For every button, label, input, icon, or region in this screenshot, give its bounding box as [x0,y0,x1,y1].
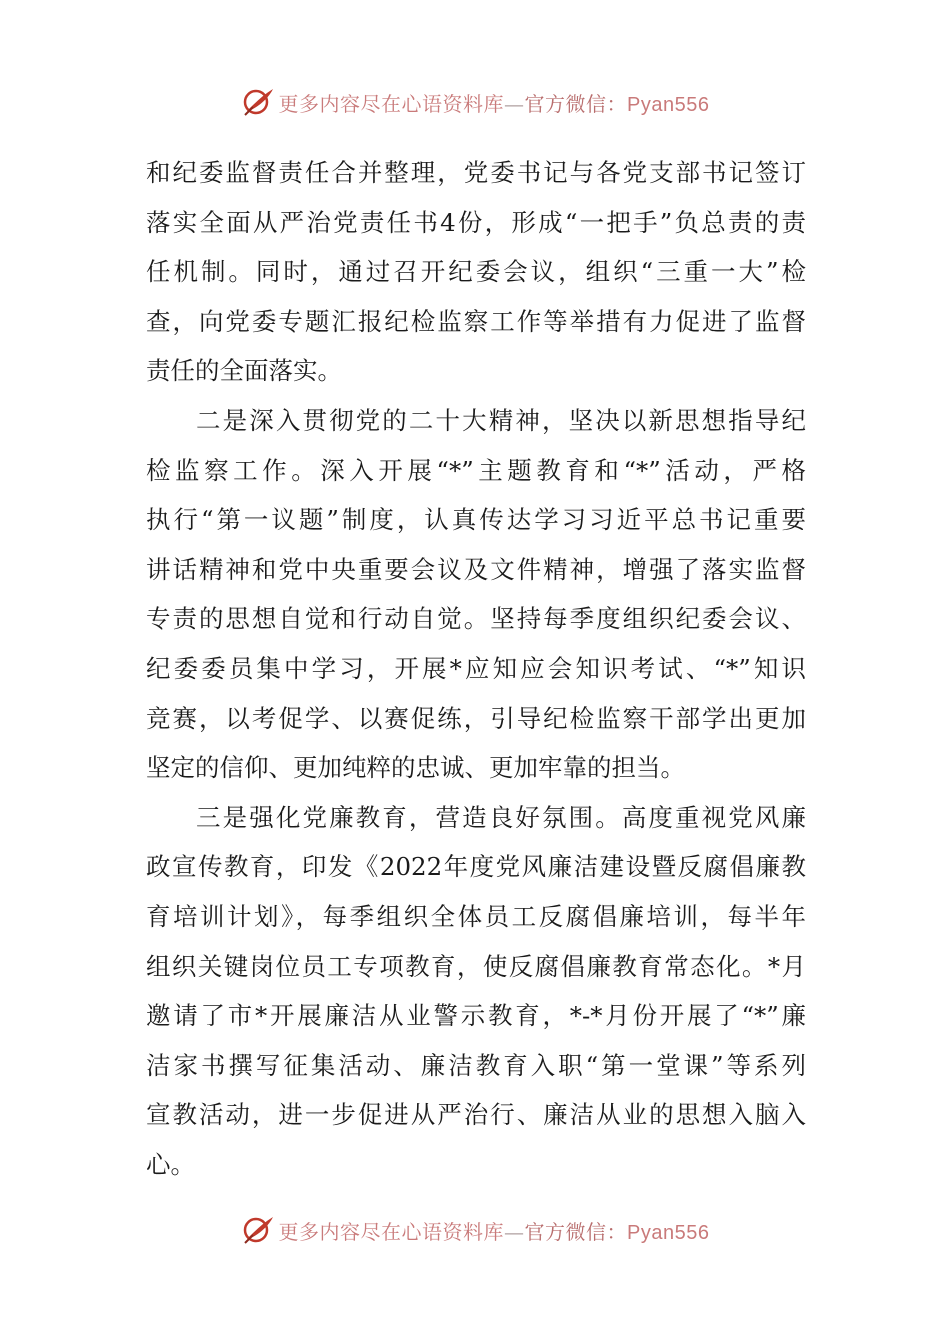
quill-pen-logo-icon [241,1213,275,1247]
text-line: 和纪委监督责任合并整理，党委书记与各党支部书记签订 [146,158,806,187]
banner-brand: 更多内容尽在心语资料库 [278,1219,505,1244]
text-line: 邀请了市*开展廉洁从业警示教育，*-*月份开展了“*”廉 [146,1001,806,1031]
text-line: 政宣传教育，印发《2022年度党风廉洁建设暨反腐倡廉教 [146,852,806,882]
text-line: 责任的全面落实。 [146,356,342,386]
text-line: 洁家书撰写征集活动、廉洁教育入职“第一堂课”等系列 [146,1050,806,1080]
text-line: 组织关键岗位员工专项教育，使反腐倡廉教育常态化。*月 [146,951,806,981]
text-line: 三是强化党廉教育，营造良好氛围。高度重视党风廉 [196,802,806,832]
text-line: 坚定的信仰、更加纯粹的忠诚、更加牢靠的担当。 [146,753,685,783]
text-line: 检监察工作。深入开展“*”主题教育和“*”活动，严格 [146,455,806,485]
text-line: 二是深入贯彻党的二十大精神，坚决以新思想指导纪 [196,405,806,435]
quill-pen-logo-icon [241,85,275,119]
text-line: 执行“第一议题”制度，认真传达学习习近平总书记重要 [146,505,806,535]
footer-banner [0,1210,950,1250]
text-line: 竞赛，以考促学、以赛促练，引导纪检监察干部学出更加 [146,703,806,733]
banner-separator: — [504,1219,525,1244]
text-line: 专责的思想自觉和行动自觉。坚持每季度组织纪委会议、 [146,604,806,634]
banner-brand: 更多内容尽在心语资料库 [278,91,505,116]
text-line: 落实全面从严治党责任书4份，形成“一把手”负总责的责 [146,207,806,237]
banner-official-label: 官方微信： [524,1219,628,1244]
header-banner-text [279,88,710,117]
text-line: 宣教活动，进一步促进从严治行、廉洁从业的思想入脑入 [146,1100,806,1130]
banner-separator: — [504,91,525,116]
header-banner [0,82,950,122]
text-line: 讲话精神和党中央重要会议及文件精神，增强了落实监督 [146,554,806,584]
document-body [146,148,806,1189]
text-line: 心。 [146,1149,195,1179]
footer-banner-text [279,1216,710,1245]
text-line: 查，向党委专题汇报纪检监察工作等举措有力促进了监督 [146,306,806,336]
text-line: 育培训计划》，每季组织全体员工反腐倡廉培训，每半年 [146,901,806,931]
banner-official-label: 官方微信： [524,91,628,116]
text-line: 纪委委员集中学习，开展*应知应会知识考试、“*”知识 [146,653,806,683]
banner-wechat-id: Pyan556 [627,1221,710,1244]
banner-wechat-id: Pyan556 [627,93,710,116]
text-line: 任机制。同时，通过召开纪委会议，组织“三重一大”检 [146,257,806,287]
